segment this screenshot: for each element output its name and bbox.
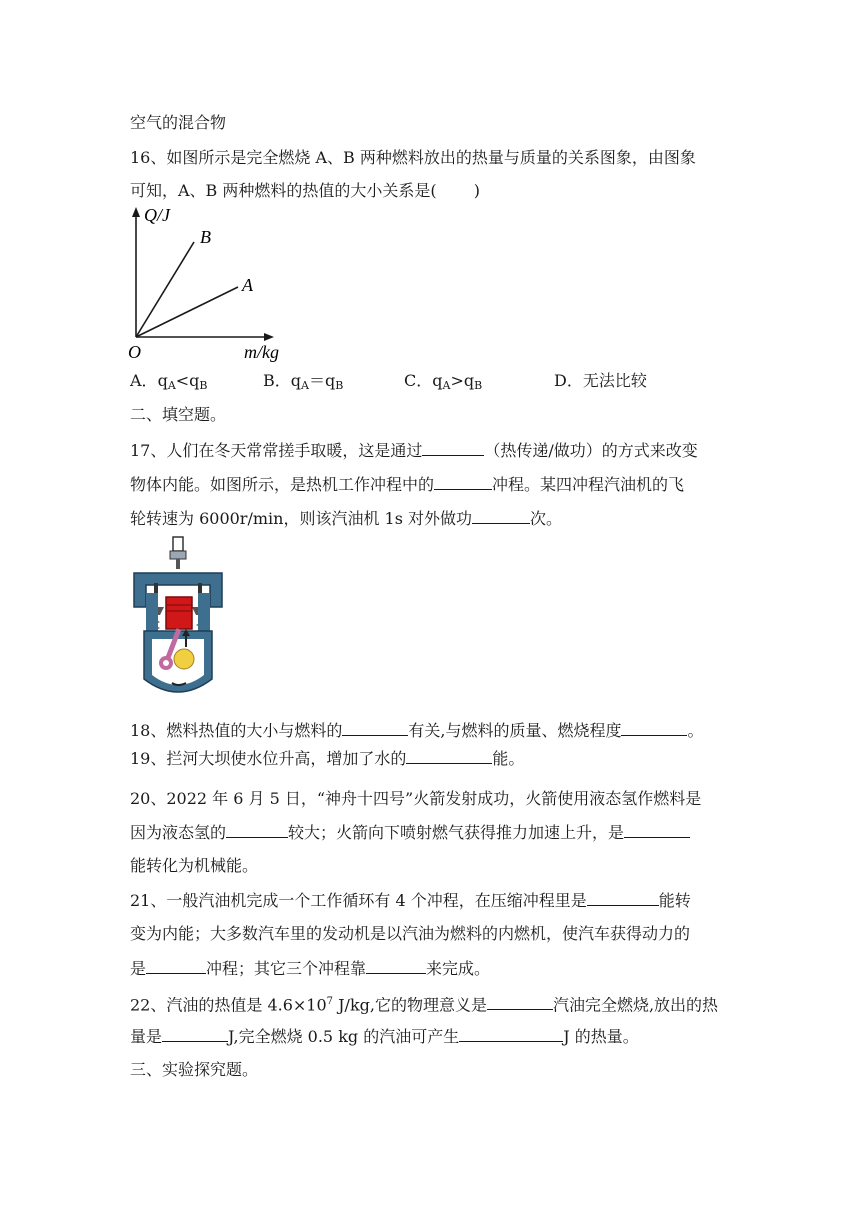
q20-line2: 因为液态氢的 较大；火箭向下喷射燃气获得推力加速上升，是 <box>130 821 690 844</box>
q20-line1: 20、2022 年 6 月 5 日，“神舟十四号”火箭发射成功，火箭使用液态氢作燃料是 <box>130 789 702 808</box>
q16-line1: 16、如图所示是完全燃烧 A、B 两种燃料放出的热量与质量的关系图象，由图象 <box>130 148 696 167</box>
y-axis-arrow <box>132 207 140 217</box>
q20-blank-1[interactable] <box>226 821 288 838</box>
q22-line2: 量是 J,完全燃烧 0.5 kg 的汽油可产生 J 的热量。 <box>130 1027 639 1046</box>
q19-blank[interactable] <box>406 747 492 764</box>
q21-line1: 21、一般汽油机完成一个工作循环有 4 个冲程，在压缩冲程里是 能转 <box>130 891 691 910</box>
q21-blank-1[interactable] <box>587 889 659 906</box>
q22-blank-1[interactable] <box>487 993 553 1010</box>
q21-blank-3[interactable] <box>366 957 426 974</box>
y-axis-label: Q/J <box>144 205 170 225</box>
q17-blank-3[interactable] <box>472 507 530 524</box>
q16-graph <box>122 203 292 363</box>
section-2-heading: 二、填空题。 <box>130 405 227 424</box>
q22-line1: 22、汽油的热值是 $4.6\times 10^7$ J/kg,它的物理意义是 汽油完全燃烧,放出的热 <box>130 995 719 1015</box>
q16-option-c: C．$q_A>q_B$ <box>404 371 483 392</box>
q20-blank-2[interactable] <box>624 821 690 838</box>
x-axis-arrow <box>264 333 274 341</box>
x-axis-label: m/kg <box>244 342 279 362</box>
q16-option-a: A．$q_A<q_B$ <box>130 371 208 392</box>
q22-blank-2[interactable] <box>162 1025 228 1042</box>
q22-blank-3[interactable] <box>459 1025 563 1042</box>
intro-line: 空气的混合物 <box>130 113 227 132</box>
q17-blank-2[interactable] <box>434 473 492 490</box>
q21-blank-2[interactable] <box>146 957 206 974</box>
q20-line3: 能转化为机械能。 <box>130 856 259 875</box>
q16-line2: 可知，A、B 两种燃料的热值的大小关系是( ) <box>130 181 480 200</box>
q18-blank-2[interactable] <box>621 719 687 736</box>
engine-stroke-illustration <box>128 535 228 705</box>
origin-label: O <box>128 342 141 362</box>
q17-blank-1[interactable] <box>422 439 484 456</box>
line-a-label: A <box>242 275 253 295</box>
q17-line3: 轮转速为 6000r/min，则该汽油机 1s 对外做功 次。 <box>130 509 563 528</box>
q21-line3: 是 冲程；其它三个冲程靠 来完成。 <box>130 959 491 978</box>
q17-line1: 17、人们在冬天常常搓手取暖，这是通过 （热传递/做功）的方式来改变 <box>130 441 698 460</box>
q18-blank-1[interactable] <box>342 719 408 736</box>
q16-option-b: B．$q_A=q_B$ <box>263 371 344 392</box>
section-3-heading: 三、实验探究题。 <box>130 1060 259 1079</box>
q19-line: 19、拦河大坝使水位升高，增加了水的 能。 <box>130 749 525 768</box>
q21-line2: 变为内能；大多数汽车里的发动机是以汽油为燃料的内燃机，使汽车获得动力的 <box>130 924 691 943</box>
q17-line2: 物体内能。如图所示，是热机工作冲程中的 冲程。某四冲程汽油机的飞 <box>130 475 685 494</box>
q18-line: 18、燃料热值的大小与燃料的 有关,与燃料的质量、燃烧程度 。 <box>130 721 704 740</box>
q16-option-d: D．无法比较 <box>554 371 647 390</box>
line-b-label: B <box>200 227 211 247</box>
